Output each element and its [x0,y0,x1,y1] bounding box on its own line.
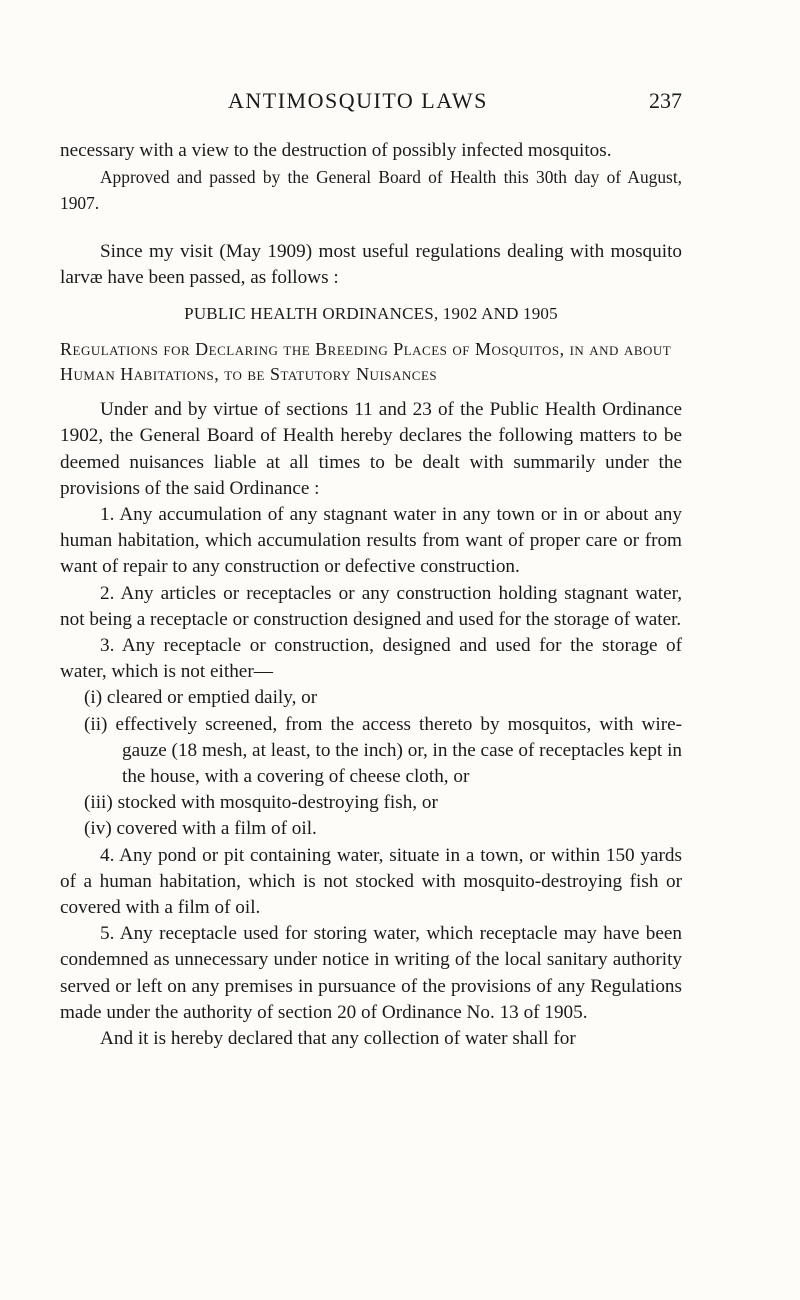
list-item-3: 3. Any receptacle or construction, designed and used for the storage of water, which is not either— [60,635,682,683]
running-title: ANTIMOSQUITO LAWS [228,88,488,113]
regulation-title: Regulations for Declaring the Breeding Places of Mosquitos, in and about Human Habitations, to be Statutory Nuisances [60,339,672,385]
paragraph-closing: And it is hereby declared that any collection of water shall for [100,1028,576,1050]
page-header [0,88,800,118]
sub-item-iii: (iii) stocked with mosquito-destroying fish, or [84,792,438,814]
paragraph-approval: Approved and passed by the General Board of Health this 30th day of August, 1907. [60,167,682,214]
paragraph-preamble: Under and by virtue of sections 11 and 23 of the Public Health Ordinance 1902, the General Board of Health hereby declares the following matters to be deemed nuisances liable at all times to be dealt with summarily under the provisions of the said Ordinance : [60,399,682,499]
sub-item-iv: (iv) covered with a film of oil. [84,818,317,840]
spacer [60,291,682,301]
list-item-1: 1. Any accumulation of any stagnant water in any town or in or about any human habitation, which accumulation results from want of proper care or from want of repair to any construction or defective construction. [60,504,682,578]
sub-item-i: (i) cleared or emptied daily, or [84,687,318,709]
spacer [60,387,682,397]
paragraph-continued: necessary with a view to the destruction of possibly infected mosquitos. [60,140,612,161]
spacer [60,327,682,337]
sub-item-ii: (ii) effectively screened, from the access thereto by mosquitos, with wire-gauze (18 mesh, at least, to the inch) or, in the case of receptacles kept in the house, with a covering of cheese cloth, or [84,713,682,788]
list-item-5: 5. Any receptacle used for storing water, which receptacle may have been condemned as unnecessary under notice in writing of the local sanitary authority served or left on any premises in pursuance of the provisions of any Regulations made under the authority of section 20 of Ordinance No. 13 of 1905. [60,923,682,1023]
list-item-2: 2. Any articles or receptacles or any construction holding stagnant water, not being a receptacle or construction designed and used for the storage of water. [60,582,682,630]
section-heading: PUBLIC HEALTH ORDINANCES, 1902 AND 1905 [184,304,558,324]
paragraph-intro: Since my visit (May 1909) most useful regulations dealing with mosquito larvæ have been passed, as follows : [60,240,682,288]
list-item-4: 4. Any pond or pit containing water, situate in a town, or within 150 yards of a human habitation, which is not stocked with mosquito-destroying fish or covered with a film of oil. [60,844,682,919]
page-body [60,138,682,1052]
spacer [60,217,682,239]
page-number: 237 [649,88,682,113]
